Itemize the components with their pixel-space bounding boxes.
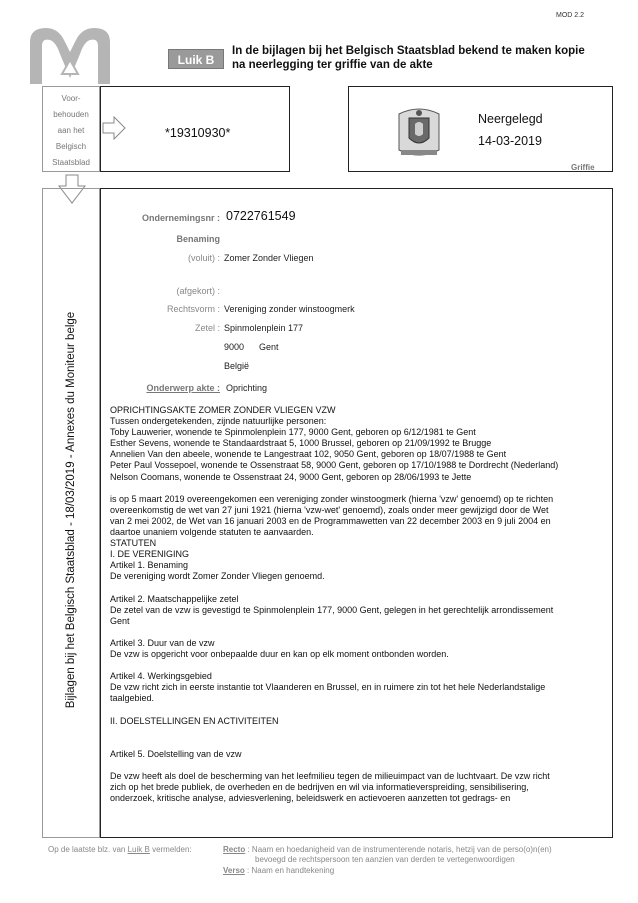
blank-line: [110, 627, 610, 638]
stamp-date: 14-03-2019: [478, 134, 542, 148]
voorbehouden-line: aan het: [57, 126, 85, 135]
zetel-street: Spinmolenplein 177: [224, 323, 304, 333]
onderwerp-label-wrap: [100, 383, 220, 393]
body-line: De vereniging wordt Zomer Zonder Vliegen genoemd.: [110, 571, 325, 582]
belgian-coat-of-arms-icon: [393, 104, 445, 160]
title-line-2: na neerlegging ter griffie van de akte: [232, 59, 433, 71]
belgisch-staatsblad-logo-icon: [28, 24, 112, 88]
voorbehouden-line: Staatsblad: [52, 158, 90, 167]
body-line: OPRICHTINGSAKTE ZOMER ZONDER VLIEGEN VZW: [110, 405, 336, 415]
body-line: Gent: [110, 615, 130, 626]
body-line: overeenkomstig de wet van 27 juni 1921 (hierna 'vzw-wet' genoemd), zoals onder meer gewijzigd door de Wet: [110, 504, 549, 515]
voluit-label: (voluit) :: [187, 253, 220, 263]
side-annex-text: Bijlagen bij het Belgisch Staatsblad - 18/03/2019 - Annexes du Moniteur belge: [65, 311, 77, 709]
ondernemingsnr-label: Ondernemingsnr :: [141, 213, 220, 223]
body-line: De vzw is opgericht voor onbepaalde duur en kan op elk moment ontbonden worden.: [110, 649, 449, 660]
footer-luik-link: Luik B: [127, 845, 150, 854]
recto-label: Recto: [223, 845, 246, 854]
voorbehouden-line: behouden: [53, 110, 89, 119]
deed-body-text: [110, 405, 610, 804]
recto-text-1: : Naam en hoedanigheid van de instrumenterende notaris, hetzij van de perso(o)n(en): [247, 845, 552, 854]
footer-recto: [223, 845, 613, 865]
body-line: De vzw richt zich in eerste instantie tot Vlaanderen en Brussel, en in ruimere zin tot het hele Nederlandstalige: [110, 682, 546, 693]
voluit-value: Zomer Zonder Vliegen: [224, 253, 314, 263]
afgekort-label: (afgekort) :: [176, 286, 220, 296]
onderwerp-value: Oprichting: [226, 383, 268, 393]
document-number: *19310930*: [165, 126, 231, 140]
body-line: Esther Sevens, wonende te Standaardstraat 5, 1000 Brussel, geboren op 21/09/1992 te Brugge: [110, 438, 492, 449]
voorbehouden-line: Voor-: [61, 94, 81, 103]
stamp-status: Neergelegd: [478, 112, 543, 126]
body-line: Toby Lauwerier, wonende te Spinmolenplein 177, 9000 Gent, geboren op 6/12/1981 te Gent: [110, 427, 476, 438]
body-line: Artikel 4. Werkingsgebied: [110, 671, 212, 682]
side-annex-text-wrapper: [57, 185, 85, 835]
rechtsvorm-value: Vereniging zonder winstoogmerk: [224, 304, 355, 314]
footer-instruction: [48, 845, 192, 854]
body-line: van 2 mei 2002, de Wet van 16 januari 2003 en de Programmawetten van 22 december 2003 en 9 juli 2004 en: [110, 515, 551, 526]
voorbehouden-box: [42, 86, 100, 172]
body-line: Artikel 2. Maatschappelijke zetel: [110, 593, 239, 604]
blank-line: [110, 705, 610, 716]
arrow-right-icon: [102, 115, 126, 141]
verso-text: : Naam en handtekening: [247, 866, 335, 875]
body-line: zich op het brede publiek, de overheden en de bedrijven en wil via informatieverspreiding, sensibilisering,: [110, 782, 529, 793]
body-line: STATUTEN: [110, 538, 157, 549]
footer-verso: [223, 866, 334, 875]
blank-line: [110, 738, 610, 749]
zetel-label: Zetel :: [194, 323, 220, 333]
recto-text-2: bevoegd de rechtspersoon ten aanzien van derden te vertegenwoordigen: [255, 855, 515, 864]
voorbehouden-line: Belgisch: [55, 142, 87, 151]
ondernemingsnr-value: 0722761549: [226, 209, 296, 223]
blank-line: [110, 583, 610, 594]
title-line-1: In de bijlagen bij het Belgisch Staatsblad bekend te maken kopie: [232, 45, 585, 57]
body-line: Artikel 3. Duur van de vzw: [110, 637, 215, 648]
body-line: Annelien Van den abeele, wonende te Langestraat 102, 9050 Gent, geboren op 18/07/1988 te Gent: [110, 449, 507, 460]
page-title: [232, 44, 612, 72]
body-line: Nelson Coomans, wonende te Ossenstraat 24, 9000 Gent, geboren op 28/06/1993 te Jette: [110, 471, 472, 482]
blank-line: [110, 483, 610, 494]
blank-line: [110, 760, 610, 771]
body-line: I. DE VERENIGING: [110, 549, 190, 560]
body-line: Peter Paul Vossepoel, wonende te Ossenstraat 58, 9000 Gent, geboren op 17/10/1988 te Dordrecht (Nederland): [110, 460, 559, 471]
griffie-label: Griffie: [571, 163, 595, 172]
blank-line: [110, 727, 610, 738]
zetel-country: België: [224, 361, 250, 371]
form-code: MOD 2.2: [556, 12, 585, 19]
body-line: II. DOELSTELLINGEN EN ACTIVITEITEN: [110, 715, 279, 726]
onderwerp-label: Onderwerp akte :: [146, 383, 220, 393]
blank-line: [110, 660, 610, 671]
luik-b-badge: Luik B: [168, 49, 224, 69]
body-line: Tussen ondergetekenden, zijnde natuurlijke personen:: [110, 416, 327, 427]
griffie-stamp-box: [348, 86, 613, 172]
footer-suffix: vermelden:: [149, 845, 192, 854]
body-line: onderzoek, kritische analyse, adviesverlening, beleidswerk en actievoeren aanzetten tot gedrags- en: [110, 793, 511, 804]
body-line: is op 5 maart 2019 overeengekomen een vereniging zonder winstoogmerk (hierna 'vzw' genoemd) op te richten: [110, 493, 554, 504]
verso-label: Verso: [223, 866, 245, 875]
body-line: De zetel van de vzw is gevestigd te Spinmolenplein 177, 9000 Gent, gelegen in het gerechtelijk arrondissement: [110, 604, 554, 615]
body-line: Artikel 5. Doelstelling van de vzw: [110, 748, 242, 759]
rechtsvorm-label: Rechtsvorm :: [166, 304, 220, 314]
body-line: daartoe unaniem volgende statuten te aanvaarden.: [110, 527, 314, 538]
body-line: De vzw heeft als doel de bescherming van het leefmilieu tegen de milieuimpact van de luchtvaart. De vzw richt: [110, 771, 550, 782]
zetel-city: 9000 Gent: [224, 342, 279, 352]
footer-prefix: Op de laatste blz. van: [48, 845, 128, 854]
body-line: Artikel 1. Benaming: [110, 560, 189, 571]
body-line: taalgebied.: [110, 693, 155, 704]
benaming-label: Benaming: [176, 234, 220, 244]
